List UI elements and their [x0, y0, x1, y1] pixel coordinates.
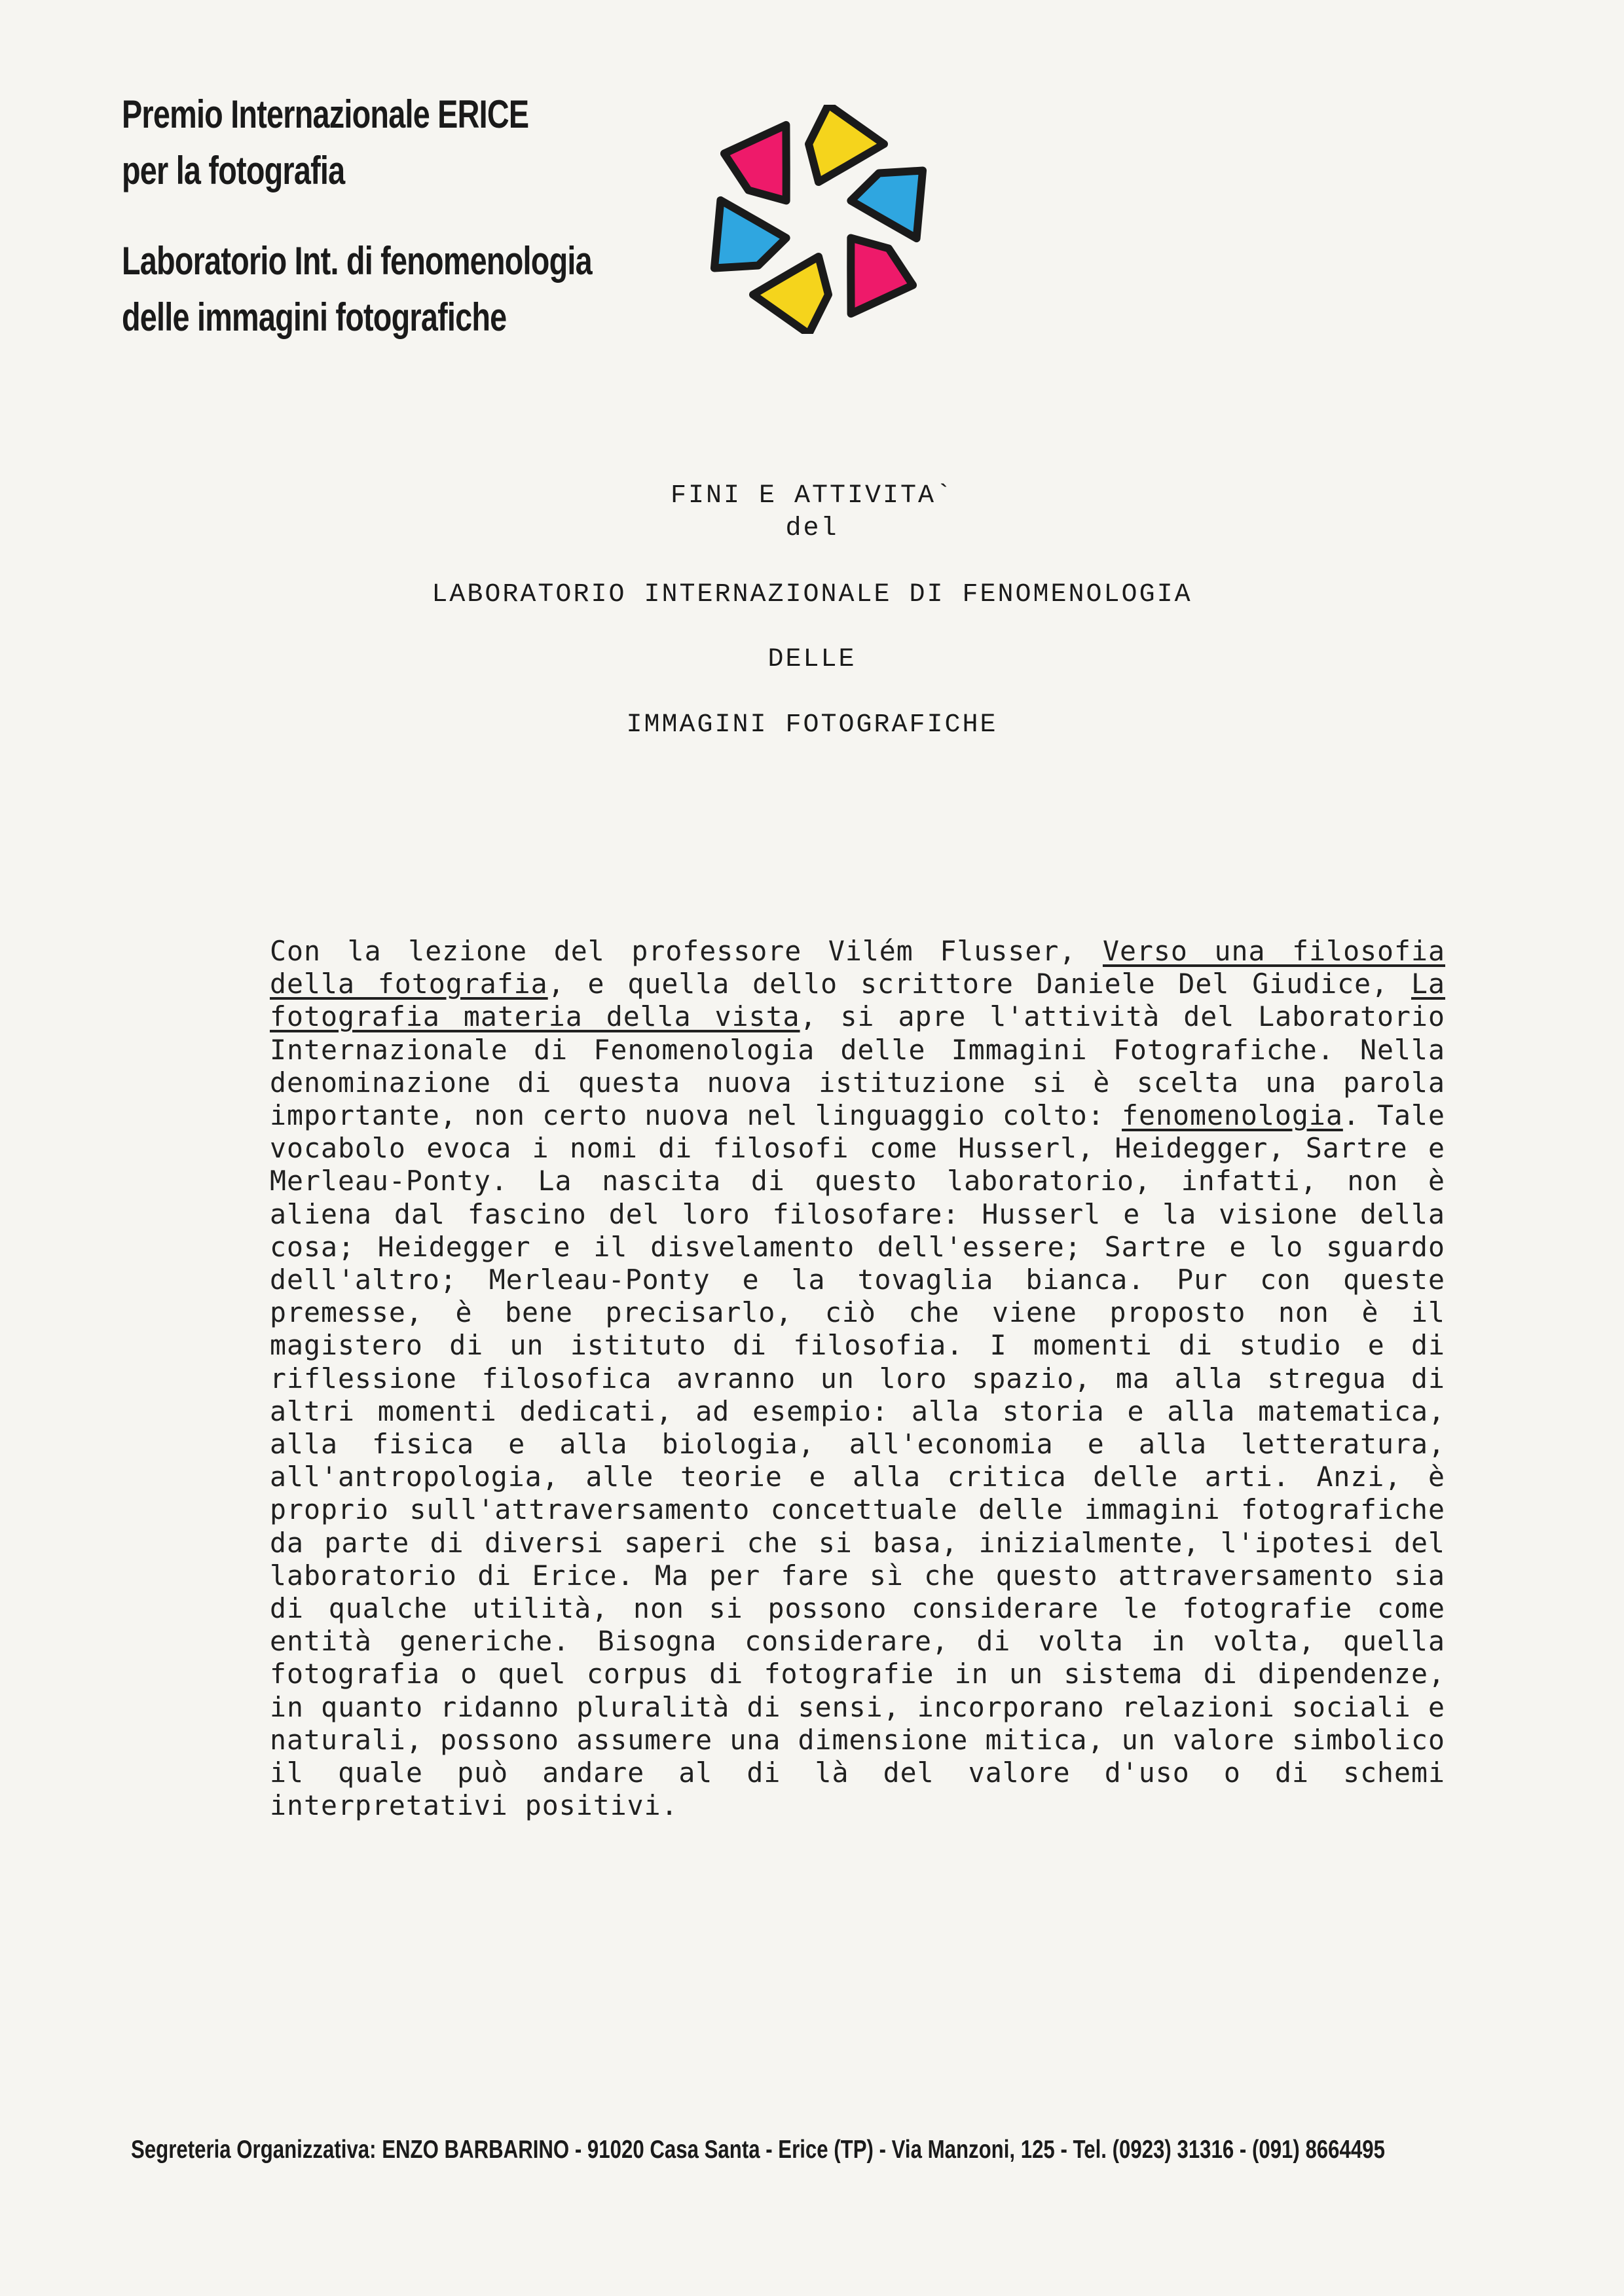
pinwheel-logo-icon	[704, 105, 933, 334]
term-fenomenologia: fenomenologia	[1122, 1099, 1343, 1132]
heading-title: FINI E ATTIVITA`	[670, 481, 954, 511]
heading-del: del	[785, 514, 839, 543]
letterhead-prize-subtitle: per la fotografia	[122, 149, 345, 192]
flusser-book-title: Verso una filosofia della fotografia	[270, 935, 1445, 1000]
del-giudice-book-title: La fotografia materia della vista	[270, 968, 1445, 1033]
letterhead-prize-name: Premio Internazionale ERICE	[122, 92, 529, 136]
heading-delle: DELLE	[767, 645, 857, 674]
heading-immagini: IMMAGINI FOTOGRAFICHE	[626, 710, 998, 740]
letterhead-lab-subtitle: delle immagini fotografiche	[122, 295, 507, 339]
body-text-2: , e quella dello scrittore Daniele Del Giudice,	[547, 968, 1412, 1000]
body-paragraph	[270, 935, 1445, 1822]
letterhead-lab-name: Laboratorio Int. di fenomenologia	[122, 239, 592, 283]
footer-address: Segreteria Organizzativa: ENZO BARBARINO - 91020 Casa Santa - Erice (TP) - Via Manzoni, 125 - Tel. (0923) 31316 - (091) 8664495	[131, 2136, 1385, 2164]
body-text-1: Con la lezione del professore Vilém Flusser,	[270, 935, 1103, 967]
body-text-4: . Tale vocabolo evoca i nomi di filosofi come Husserl, Heidegger, Sartre e Merleau-Ponty. La nascita di questo laboratorio, infatti, non è aliena dal fascino del loro filosofare: Husserl e la visione della cosa; Heidegger e il disvelamento dell'essere; Sartre e lo sguardo dell'altro; Merleau-Ponty e la tovaglia bianca. Pur con queste premesse, è bene precisarlo, ciò che viene proposto non è il magistero di un istituto di filosofia. I momenti di studio e di riflessione filosofica avranno un loro spazio, ma alla stregua di altri momenti dedicati, ad esempio: alla storia e alla matematica, alla fisica e alla biologia, all'economia e alla letteratura, all'antropologia, alle teorie e alla critica delle arti. Anzi, è proprio sull'attraversamento concettuale delle immagini fotografiche da parte di diversi saperi che si basa, inizialmente, l'ipotesi del laboratorio di Erice. Ma per fare sì che questo attraversamento sia di qualche utilità, non si possono considerare le fotografie come entità generiche. Bisogna considerare, di volta in volta, quella fotografia o quel corpus di fotografie in un sistema di dipendenze, in quanto ridanno pluralità di sensi, incorporano relazioni sociali e naturali, possono assumere una dimensione mitica, un valore simbolico il quale può andare al di là del valore d'uso o di schemi interpretativi positivi.	[270, 1099, 1445, 1822]
heading-laboratorio: LABORATORIO INTERNAZIONALE DI FENOMENOLOGIA	[432, 580, 1192, 610]
body-text-3: , si apre l'attività del Laboratorio Internazionale di Fenomenologia delle Immagini Fotografiche. Nella denominazione di questa nuova istituzione si è scelta una parola importante, non certo nuova nel linguaggio colto:	[270, 1000, 1445, 1132]
letterhead	[122, 86, 592, 346]
